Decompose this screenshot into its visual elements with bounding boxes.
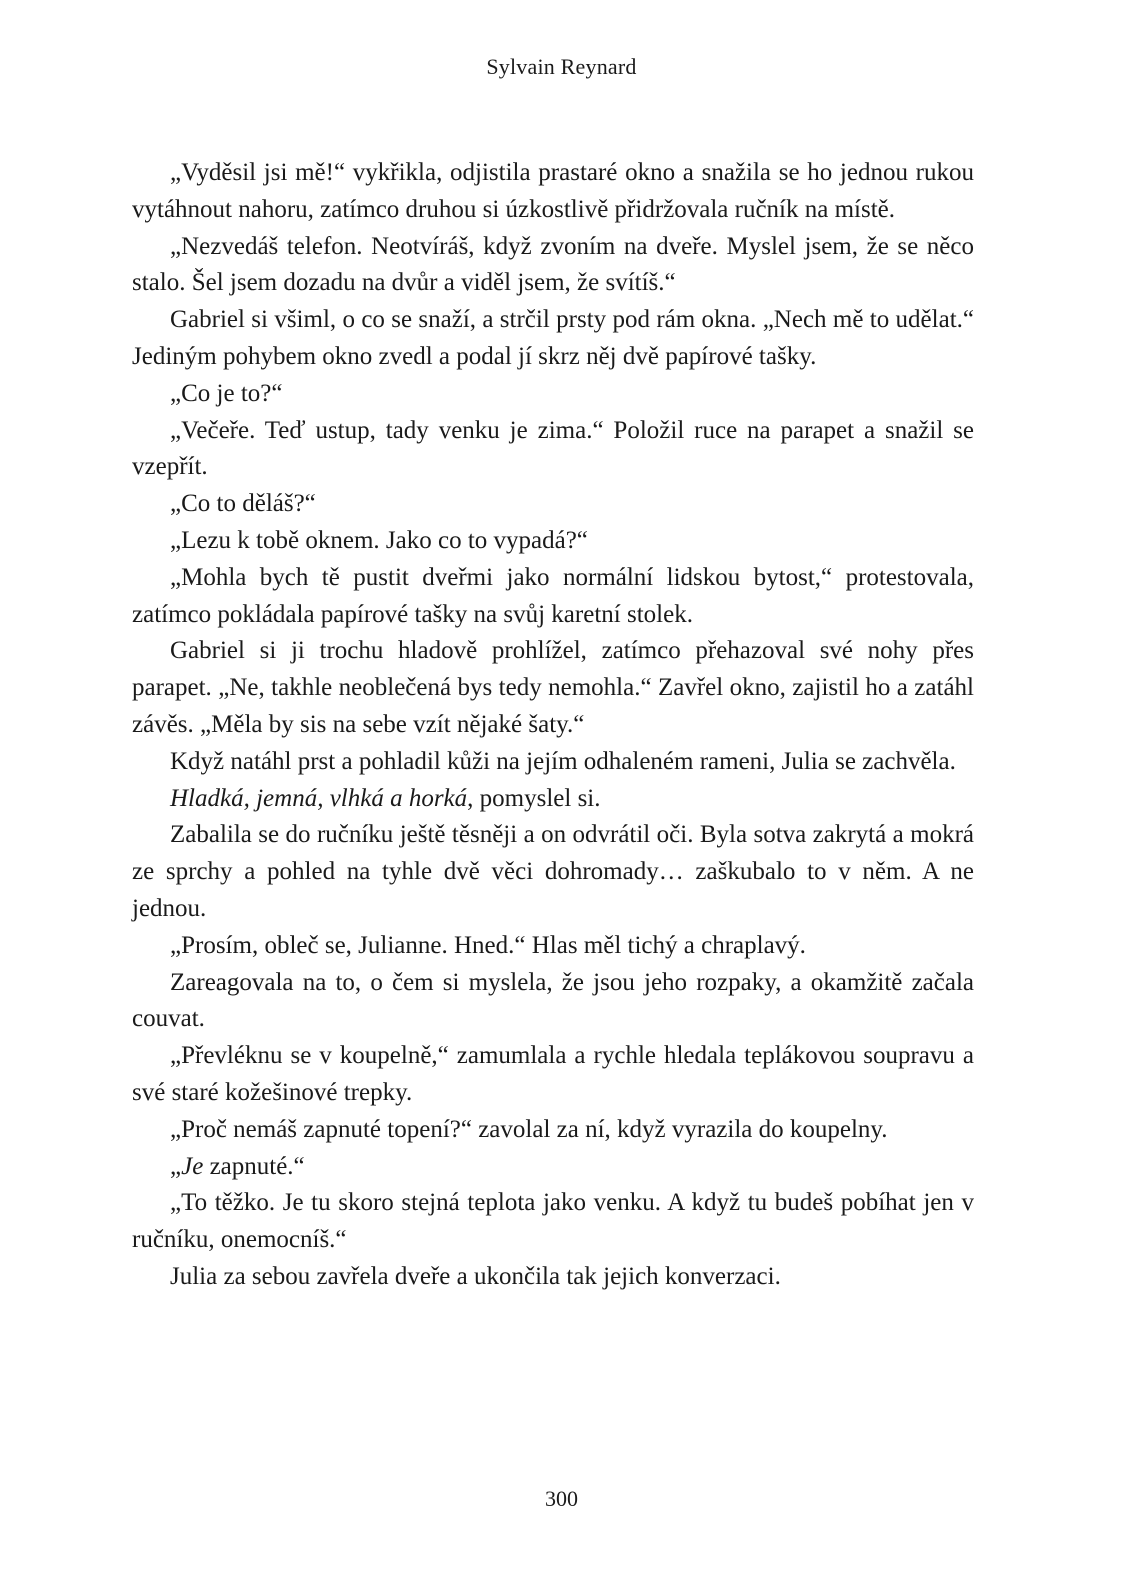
paragraph xyxy=(132,1149,974,1186)
paragraph-lead: „ xyxy=(170,1152,182,1180)
paragraph: Zareagovala na to, o čem si myslela, že jsou jeho rozpaky, a okamžitě začala couvat. xyxy=(132,968,974,1033)
paragraph: „To těžko. Je tu skoro stejná teplota jako venku. A když tu budeš pobíhat jen v ručníku, onemocníš.“ xyxy=(132,1189,974,1254)
paragraph: „Převléknu se v koupelně,“ zamumlala a rychle hledala teplákovou soupravu a své staré kožešinové trepky. xyxy=(132,1042,974,1106)
paragraph: „Prosím, obleč se, Julianne. Hned.“ Hlas měl tichý a chraplavý. xyxy=(170,931,806,959)
italic-thought: Hladká, jemná, vlhká a horká xyxy=(170,784,468,812)
paragraph: „Mohla bych tě pustit dveřmi jako normální lidskou bytost,“ protestovala, zatímco pokládala papírové tašky na svůj karetní stolek. xyxy=(132,563,974,628)
running-head: Sylvain Reynard xyxy=(486,54,637,79)
page-number: 300 xyxy=(545,1486,578,1511)
paragraph: „Co to děláš?“ xyxy=(170,490,316,518)
body-text xyxy=(132,155,974,1296)
paragraph: „Proč nemáš zapnuté topení?“ zavolal za ní, když vyrazila do koupelny. xyxy=(170,1115,888,1143)
paragraph: Zabalila se do ručníku ještě těsněji a on odvrátil oči. Byla sotva zakrytá a mokrá ze sprchy a pohled na tyhle dvě věci dohromady… zaškubalo to v něm. A ne jednou. xyxy=(132,821,974,922)
paragraph: Gabriel si ji trochu hladově prohlížel, zatímco přehazoval své nohy přes parapet. „Ne, takhle neoblečená bys tedy nemohla.“ Zavřel okno, zajistil ho a zatáhl závěs. „Měla by sis na sebe vzít nějaké šaty.“ xyxy=(132,637,974,738)
paragraph-rest: zapnuté.“ xyxy=(203,1152,305,1180)
paragraph: „Večeře. Teď ustup, tady venku je zima.“ Položil ruce na parapet a snažil se vzepřít. xyxy=(132,416,974,481)
paragraph: „Co je to?“ xyxy=(170,379,283,407)
paragraph: Gabriel si všiml, o co se snaží, a strčil prsty pod rám okna. „Nech mě to udělat.“ Jediným pohybem okno zvedl a podal jí skrz něj dvě papírové tašky. xyxy=(132,306,974,370)
paragraph-rest: , pomyslel si. xyxy=(467,784,601,812)
paragraph: Když natáhl prst a pohladil kůži na jejím odhaleném rameni, Julia se zachvěla. xyxy=(170,747,956,775)
paragraph: „Lezu k tobě oknem. Jako co to vypadá?“ xyxy=(170,526,588,554)
paragraph xyxy=(132,781,974,818)
paragraph: „Nezvedáš telefon. Neotvíráš, když zvoním na dveře. Myslel jsem, že se něco stalo. Šel jsem dozadu na dvůr a viděl jsem, že svítíš.“ xyxy=(132,232,974,297)
paragraph: Julia za sebou zavřela dveře a ukončila tak jejich konverzaci. xyxy=(170,1262,781,1290)
paragraph: „Vyděsil jsi mě!“ vykřikla, odjistila prastaré okno a snažila se ho jednou rukou vytáhnout nahoru, zatímco druhou si úzkostlivě přidržovala ručník na místě. xyxy=(132,159,974,223)
italic-emphasis: Je xyxy=(181,1152,204,1180)
